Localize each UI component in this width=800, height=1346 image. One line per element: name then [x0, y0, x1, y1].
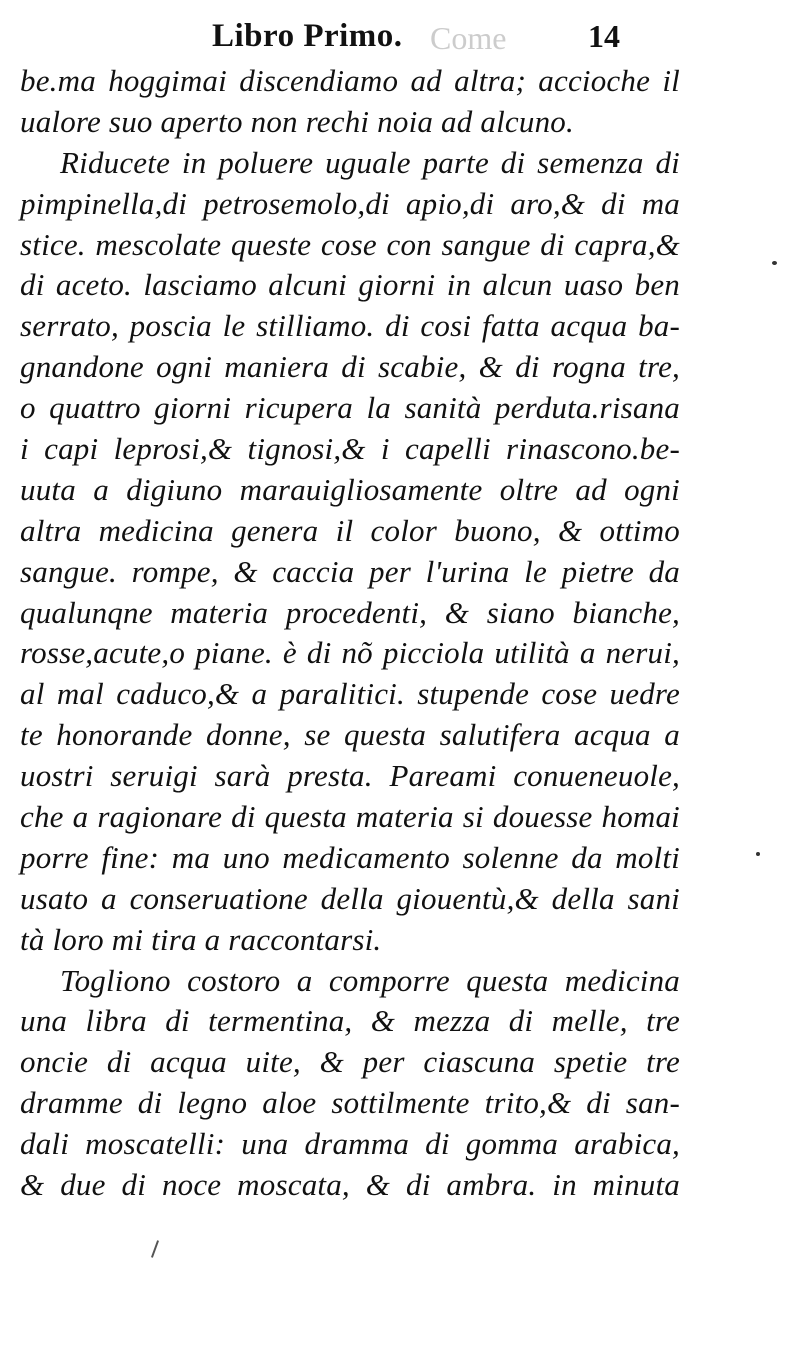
running-head: [0, 18, 800, 62]
text-line: sangue. rompe, & caccia per l'urina le pietre da: [20, 553, 680, 589]
text-line: te honorande donne, se questa salutifera acqua a: [20, 717, 680, 753]
ink-stroke: [151, 1240, 159, 1258]
text-line: dramme di legno aloe sottilmente trito,& di san-: [20, 1085, 680, 1121]
text-line: ualore suo aperto non rechi noia ad alcuno.: [20, 103, 574, 139]
text-line: gnandone ogni maniera di scabie, & di rogna tre,: [20, 349, 680, 385]
text-line: di aceto. lasciamo alcuni giorni in alcun uaso ben: [20, 267, 680, 303]
text-line: al mal caduco,& a paralitici. stupende cose uedre: [20, 676, 680, 712]
text-line: i capi leprosi,& tignosi,& i capelli rinascono.be-: [20, 431, 680, 467]
text-line: tà loro mi tira a raccontarsi.: [20, 921, 382, 957]
text-line: che a ragionare di questa materia si douesse homai: [20, 799, 680, 835]
paragraph-first-line: Togliono costoro a comporre questa medicina: [60, 962, 680, 998]
text-line: be.ma hoggimai discendiamo ad altra; accioche il: [20, 63, 680, 98]
text-line: dali moscatelli: una dramma di gomma arabica,: [20, 1126, 680, 1162]
text-line: rosse,acute,o piane. è di nõ picciola utilità a nerui,: [20, 635, 680, 671]
text-line: una libra di termentina, & mezza di melle, tre: [20, 1003, 680, 1039]
text-line: altra medicina genera il color buono, & ottimo: [20, 512, 680, 548]
page-number: 14: [588, 18, 620, 54]
show-through-text: Come: [430, 20, 507, 56]
text-line: o quattro giorni ricupera la sanità perduta.risana: [20, 390, 680, 426]
text-line: porre fine: ma uno medicamento solenne da molti: [20, 839, 680, 875]
text-line: pimpinella,di petrosemolo,di apio,di aro,& di ma: [20, 185, 680, 221]
text-block: [20, 61, 680, 1206]
text-line: oncie di acqua uite, & per ciascuna spetie tre: [20, 1044, 680, 1080]
text-line: stice. mescolate queste cose con sangue di capra,&: [20, 226, 680, 262]
running-title: Libro Primo.: [212, 18, 403, 54]
text-line: serrato, poscia le stilliamo. di cosi fatta acqua ba-: [20, 308, 680, 344]
ink-speck: [772, 261, 777, 265]
text-line: uuta a digiuno marauigliosamente oltre ad ogni: [20, 471, 680, 507]
text-line: uostri seruigi sarà presta. Pareami conueneuole,: [20, 758, 680, 794]
text-line: usato a conseruatione della giouentù,& della sani: [20, 880, 680, 916]
text-line: & due di noce moscata, & di ambra. in minuta: [20, 1167, 680, 1203]
paragraph-first-line: Riducete in poluere uguale parte di semenza di: [60, 144, 680, 180]
text-line: qualunqne materia procedenti, & siano bianche,: [20, 594, 680, 630]
ink-speck: [756, 852, 760, 856]
